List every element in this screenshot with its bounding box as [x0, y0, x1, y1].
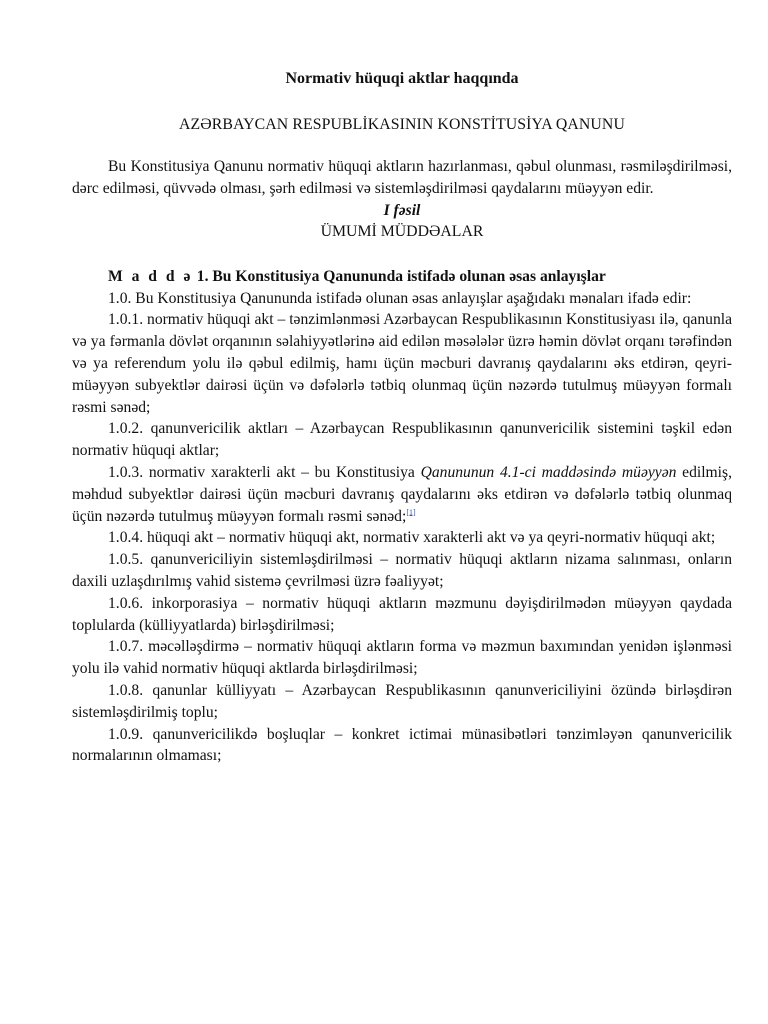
paragraph-1-0-3	[72, 462, 732, 527]
paragraph-1-0: 1.0. Bu Konstitusiya Qanununda istifadə olunan əsas anlayışlar aşağıdakı mənaları ifadə edir:	[108, 289, 692, 307]
document-title: Normativ hüquqi aktlar haqqında	[285, 70, 519, 87]
paragraph-1-0-3-start: 1.0.3. normativ xarakterli akt – bu Konstitusiya	[108, 463, 421, 481]
article-prefix: M a d d ə	[108, 267, 193, 285]
paragraph-1-0-9: 1.0.9. qanunvericilikdə boşluqlar – konkret ictimai münasibətləri tənzimləyən qanunvericilik normalarının olmaması;	[72, 725, 732, 765]
article-heading	[72, 265, 732, 288]
footnote-link[interactable]: [1]	[406, 507, 416, 517]
document-subtitle: AZƏRBAYCAN RESPUBLİKASININ KONSTİTUSİYA QANUNU	[179, 116, 625, 133]
paragraph-1-0-1: 1.0.1. normativ hüquqi akt – tənzimlənməsi Azərbaycan Respublikasının Konstitusiyası ilə, qanunla və ya fərmanla dövlət orqanının səlahiyyətlərinə aid edilən məsələlər üzrə həmin dövlət orqanı tərəfindən və ya referendum yolu ilə qəbul edilmiş, hamı üçün məcburi davranış qaydalarını əks etdirən, qeyri-müəyyən subyektlər dairəsi üçün və dəfələrlə tətbiq olunmaq üçün nəzərdə tutulmuş müəyyən formalı rəsmi sənəd;	[72, 311, 732, 416]
paragraph-1-0-4: 1.0.4. hüquqi akt – normativ hüquqi akt, normativ xarakterli akt və ya qeyri-normativ hüquqi akt;	[108, 529, 716, 547]
chapter-title: ÜMUMİ MÜDDƏALAR	[320, 222, 484, 240]
intro-paragraph: Bu Konstitusiya Qanunu normativ hüquqi aktların hazırlanması, qəbul olunması, rəsmiləşdirilməsi, dərc edilməsi, qüvvədə olması, şərh edilməsi və sistemləşdirilməsi qaydalarını müəyyən edir.	[72, 158, 732, 197]
paragraph-1-0-3-end: edilmiş, məhdud subyektlər dairəsi üçün məcburi davranış qaydalarını əks etdirən və dəfələrlə tətbiq olunmaq üçün nəzərdə tutulmuş müəyyən formalı rəsmi sənəd;	[72, 463, 732, 525]
paragraph-1-0-2: 1.0.2. qanunvericilik aktları – Azərbaycan Respublikasının qanunvericilik sistemini təşkil edən normativ hüquqi aktlar;	[72, 420, 732, 460]
paragraph-1-0-5: 1.0.5. qanunvericiliyin sistemləşdirilməsi – normativ hüquqi aktların nizama salınması, onların daxili uzlaşdırılmış vahid sistemə çevrilməsi üzrə fəaliyyət;	[72, 551, 732, 590]
document-content	[72, 68, 732, 767]
paragraph-1-0-6: 1.0.6. inkorporasiya – normativ hüquqi aktların məzmunu dəyişdirilmədən müəyyən qaydada toplularda (külliyyatlarda) birləşdirilməsi;	[72, 594, 732, 634]
paragraph-1-0-8: 1.0.8. qanunlar külliyyatı – Azərbaycan Respublikasının qanunvericiliyini özündə birləşdirən sistemləşdirilmiş toplu;	[72, 681, 732, 721]
article-reference-link: Qanununun 4.1-ci maddəsində müəyyən	[420, 463, 677, 481]
paragraph-1-0-7: 1.0.7. məcəlləşdirmə – normativ hüquqi aktların forma və məzmun baxımından yenidən işlənməsi yolu ilə vahid normativ hüquqi aktlarda birləşdirilməsi;	[72, 638, 732, 678]
article-title: 1. Bu Konstitusiya Qanununda istifadə olunan əsas anlayışlar	[192, 267, 606, 285]
chapter-label: I fəsil	[383, 201, 421, 219]
